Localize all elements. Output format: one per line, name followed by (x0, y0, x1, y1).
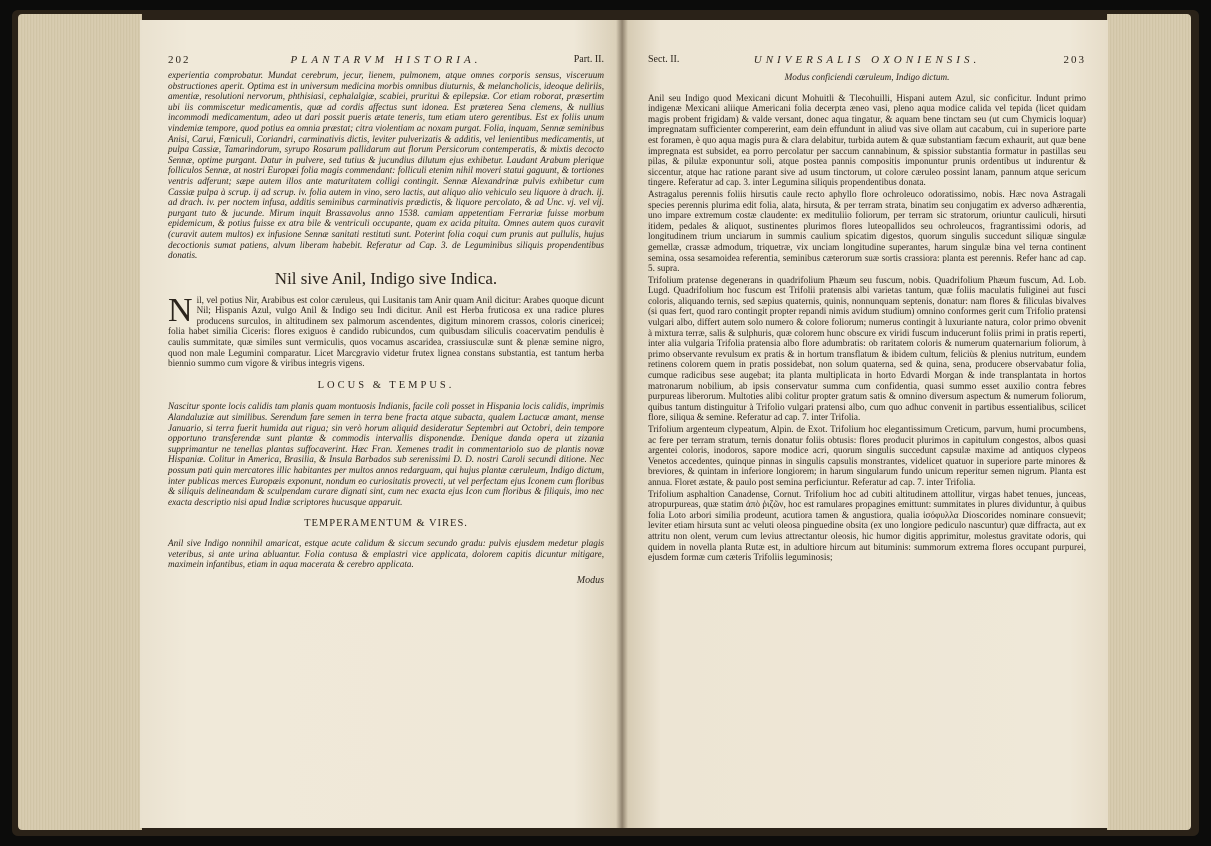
left-part-label: Part. II. (573, 54, 604, 65)
right-section-label: Sect. II. (648, 54, 680, 65)
page-edges-right (1107, 14, 1191, 830)
drop-cap: N (168, 291, 193, 329)
book-gutter (616, 20, 628, 828)
right-page-number: 203 (1063, 54, 1086, 66)
left-running-head (168, 54, 604, 68)
right-running-head (648, 54, 1086, 68)
left-text-block (168, 70, 604, 586)
astragalus-paragraph: Astragalus perennis foliis hirsutis caule recto aphyllo flore ochroleuco odoratissimo, nobis. Hæc nova Astragali species perennis plurima edit folia, alata, hirsuta, & per terram strata, binatim seu conjugatim ex adverso adhærentia, uno impare extremum costæ claudente: ex medituliio foliorum, per terram sic stratorum, oriuntur cauliculi, hirsuti itidem, pedales & aliquot, sustinentes plurimos flores luteopallidos seu ochroleucos, fragrantissimi odoris, ad longitudinem trium unciarum in summis caulium spicatim digestos, quorum singulis succedunt siliquæ singulæ gemellæ, crassæ admodum, triquetræ, vix unciam longitudine superantes, harum singulæ bina vel terna continent semina, ossa sesamoidea referentia, seminibus cæterorum suæ sortis crassiora: planta est perennis. Refer hanc ad cap. 5. supra. (648, 188, 1086, 274)
right-page (622, 20, 1108, 828)
right-text-block (648, 72, 1086, 564)
page-edges-left (18, 14, 142, 830)
locus-text: Nascitur sponte locis calidis tam planis quam montuosis Indianis, facile coli posset in Hispania locis calidis, imprimis Alandaluziæ aut similibus. Serendum fare semen in terra bene fracta atque subacta, qualem Lactucæ amant, mense Januario, si terra fuerit humida aut rigua; sin verò horum aliquid desideratur Septembri aut Octobri, dein tempore opportuno transferendæ sunt plantæ & commodis intervallis disponendæ. Denique danda opera ut zizania supprimantur ne tenellas plantas suffocaverint. Hæc Fran. Xemenes tradit in commentariolo suo de plantis novæ Hispaniæ. Colitur in America, Brasilia, & Insula Barbados sub serenissimi D. D. nostri Caroli secundi ditione. Nec possum pati quin mercatores illic habitantes per multos annos redarguam, qui hujus plantæ cæruleum, Indigo dictum, inter publicas merces Europæis exponunt, nondum eo curiositatis provecti, ut vel perfectam ejus Iconem cum floribus & siliquis delineandam & sculpendam curare dignati sint, cum nec exacta ejus Icon cum floribus & filiquis, imo nec exacta descriptio nisi apud Indiæ scriptores hucusque apparuit. (168, 401, 604, 507)
temperamentum-heading: TEMPERAMENTUM & VIRES. (304, 518, 468, 530)
opening-text: experientia comprobatur. Mundat cerebrum, jecur, lienem, pulmonem, atque omnes corporis sensus, visceruum obstructiones aperit. Optima est in universum medicina morbis omnibus diuturnis, & melancholicis, ideoque deliriis, amentiæ, resolutioni nervorum, phthisiasi, cephalalgiæ, scabiei, pruritui & epilepsiæ. Cor etiam roborat, præsertim ubi iis commiscetur medicamentis, quæ ad cordis affectus sunt idonea. Est præterea Sena clemens, & nullius incommodi medicamentum, adeo ut dari possit pueris ætate teneris, tum etiam utero gerentibus. Est ex foliis unum vindemiæ tempore, quod potius ea omnia præstat; citra violentiam ac noxam purgat. Folia, inquam, Sennæ seminibus Anisi, Carui, Fœniculi, Coriandri, carminativis dictis, leviter pulverizatis & additis, vel lenientibus medicamentis, ut pulpa Cassiæ, Tamarindorum, syrupo Rosarum pallidarum aut florum Persicorum contemperatis, & mixtis decocto Sennæ, optime purgant. Datur in pulvere, sed tutius & jucundius dilutum ejus exhibetur. Laudant Arabum plerique folliculos Sennæ, at nostri Europæi folia magis commendant: folliculi etenim nihil moveri statui gaguunt, & tortiones ventris adferunt; sæpe autem illos ante maturitatem colligi contingit. Sennæ Alexandrinæ pulvis exhibetur cum Cassiæ pulpa à scrup. ij ad scrup. iv. folia autem in vino, sero lactis, aut aliquo alio vehiculo seu liquore à drach. ij. ad drach. iv. per noctem infusa, additis seminibus carminativis prædictis, & liquore percolato, & ad Unc. vj. vel vij. purgant tuto & jucunde. Mirum inquit Brassavolus anno 1538. camiam appetentiam Ferrariæ fuisse morbum epidemicum, & potius fuisse ex atra bile & ventriculi occupante, quam ex acida pituita. Omnes autem quos curavit (curavit autem multos) ex infusione Sennæ sanitati restituti sunt. Poterint folia coqui cum prunis aut pullulis, hujus decoctionis sumat patiens, alvum liberam habebit. Referatur ad Cap. 3. de Leguminibus siliquis propendentibus donatis. (168, 70, 604, 261)
section-heading-nil: Nil sive Anil, Indigo sive Indica. (274, 268, 498, 288)
open-book (12, 10, 1199, 836)
description-text: il, vel potius Nir, Arabibus est color cæruleus, qui Lusitanis tam Anir quam Anil dicitur: Arabes quoque dicunt Nil; Hispanis Azul, vulgo Anil & Indigo seu Indi dicitur. Anil est Herba fruticosa ex una radice plures producens surculos, in altitudinem sex palmorum ascendentes, digitum minorem crassos, coloris cinericei; folia habet similia Ciceris: flores exiguos è candido rubicundos, cum quibusdam siliculis coacervatim pendulis è caulis summitate, quæ similes sunt vermiculis, quos vocamus ascaridea, crassiusculæ sunt & plenæ semine nigro, quod non male Leguminì comparatur. Licet Marcgravio videtur frutex lignea constans substantia, est tantum herba biennio summo cum vigore & viribus integris vigens. (168, 294, 604, 369)
left-page-number: 202 (168, 54, 191, 66)
locus-heading: LOCUS & TEMPUS. (317, 379, 455, 391)
description-paragraph (168, 291, 604, 369)
right-running-title: UNIVERSALIS OXONIENSIS. (753, 54, 981, 66)
left-page (140, 20, 622, 828)
left-running-title: PLANTARVM HISTORIA. (290, 54, 482, 66)
modus-subtitle: Modus conficiendi cæruleum, Indigo dictum. (784, 72, 950, 82)
temperamentum-text: Anil sive Indigo nonnihil amaricat, estque acute calidum & siccum secundo gradu: pulvis ejusdem medetur plagis veteribus, si ante urina abluantur. Folia contusa & emplastri vice applicata, dolorem capitis dicuntur mitigare, maximein infantibus, etiam in aqua macerata & cerebro applicata. (168, 537, 604, 570)
modus-paragraph: Anil seu Indigo quod Mexicani dicunt Mohuitli & Tlecohuilli, Hispani autem Azul, sic conficitur. Indunt primo indigenæ Mexicani aliique Americani folia decerpta æneo vasi, pleno aqua modice calida vel tepida (licet quidam magis probent frigidam) & valde versant, donec aqua tingatur, & aquam bene tinctam seu (ut cum Chymicis loquar) impregnatam sufficienter compererint, eam dein effundunt in aliud vas sive ollam aut cacabum, cui in superiore parte est foramen, è quo aqua magis pura & clara delabitur, turbida autem & quæ substantiam fæcum exhaurit, aut quæ bene impregnata est subsidet, ea porro percolatur per saccum cannabinum, & spissior substantia formatur in pastillas seu pilas, & pilulæ exponuntur soli, atque postea pannis compositis imponuntur prunis ordentibus ut indurentur & siccentur, atque hac ratione parant sive ad usum tinctorum, ut colore cæruleo possint lanam, pannum atque sericum tingere. Referatur ad cap. 3. inter Legumina siliquis propendentibus donata. (648, 92, 1086, 188)
trifolium-pratense-paragraph: Trifolium pratense degenerans in quadrifolium Phæum seu fuscum, nobis. Quadrifolium Phæum fuscum, Ad. Lob. Lugd. Quadrifolium hoc fuscum est Trifolii pratensis albi varietas tantum, quæ foliis maculatis fuliginei aut fusci coloris, aliquando ternis, sed sæpius quaternis, quinis, nonnunquam septenis, donatur: nam flores & filiculas bivalves (si quas fert, quod raro contingit propter repandi nimis avidum studium) omnino conformes gerit cum Trifolio pratensi vulgari albo, differt autem solo numero & colore foliorum; numerus contingit à luxuriante natura, color primo obvenit à mixtura terræ, salis & sulphuris, quæ colorem hunc obscure ex viridi fuscum inducerunt foliis primi in pratis reperti, inter alia vulgaria Trifolia pratensia albo flore adumbratis: ob raritatem coloris & numerum quaternarium foliorum, à primo observante revulsum ex pratis & in hortum transflatum & ibidem cultum, feliciùs & plenius nutritum, eundem retinens colorem quem in pratis possidebat, non solum quaterna, sed & quina, sena, producere observabatur folia, cumque radicibus sese augebat; ita planta multiplicata in horto Edvardi Morgan & inde transplantata in hortos matronarum nobilium, ab ipsis conservatur summa cum confidentia, quasi summo esset auxilio contra febres purpureas liberorum. Multoties alibi colitur propter gratum satis & omnino diversum aspectum & numerum foliorum, quibus tantum distinguitur à Trifolio vulgari pratensi albo, cum quo adhuc convenit in partibus essentialibus, scilicet flore, siliqua & semine. Referatur ad cap. 7. inter Trifolia. (648, 274, 1086, 423)
trifolium-argenteum-paragraph: Trifolium argenteum clypeatum, Alpin. de Exot. Trifolium hoc elegantissimum Creticum, parvum, humi procumbens, ac fere per terram stratum, ternis donatur foliis obtusis: flores producit plurimos in capitulum congestos, albos quasi argentei coloris, inodoros, sapore modice acri, quorum singulis succedunt capsulæ maxime ad antiquos clypeos Venetos accedentes, quinque pinnas in singulis capsulis monstrantes, videlicet quatuor in superiore parte minores & breviores, & quintam in inferiore longiorem; in harum singularum fundo unicum reperitur semen nigrum. Planta est annua. Floret æstate, & paulo post semina perficiuntur. Referatur ad cap. 7. inter Trifolia. (648, 424, 1086, 487)
left-catchword: Modus (576, 574, 604, 586)
trifolium-asphaltion-paragraph: Trifolium asphaltion Canadense, Cornut. Trifolium hoc ad cubiti altitudinem attollitur, virgas habet tenues, junceas, atropurpureas, quæ statim ἀπὸ ῥιζῶν, hoc est ramulares propagines emittunt: summitates in plures dividuntur, à quibus folia Loto arbori similia prodeunt, acutiora tamen & angustiora, qualia ἰσόφυλλα Dioscorides nominare consuevit; leviter etiam hirsuta sunt ac veluti oleosa pinguedine obsita (ex uno longiore pediculo nascuntur) quæ diffracta, aut ex attritu non olent, verum cum levius attrectantur oleosis, hic humor digitis apprimitur, molestus gravitate odoris, qui quidem in novella planta Rutæ est, in adultiore hircum aut bituminis: summorum extrema flores occupant purpurei, ejusdem formæ cum cæteris Trifoliis leguminosis; (648, 488, 1086, 563)
